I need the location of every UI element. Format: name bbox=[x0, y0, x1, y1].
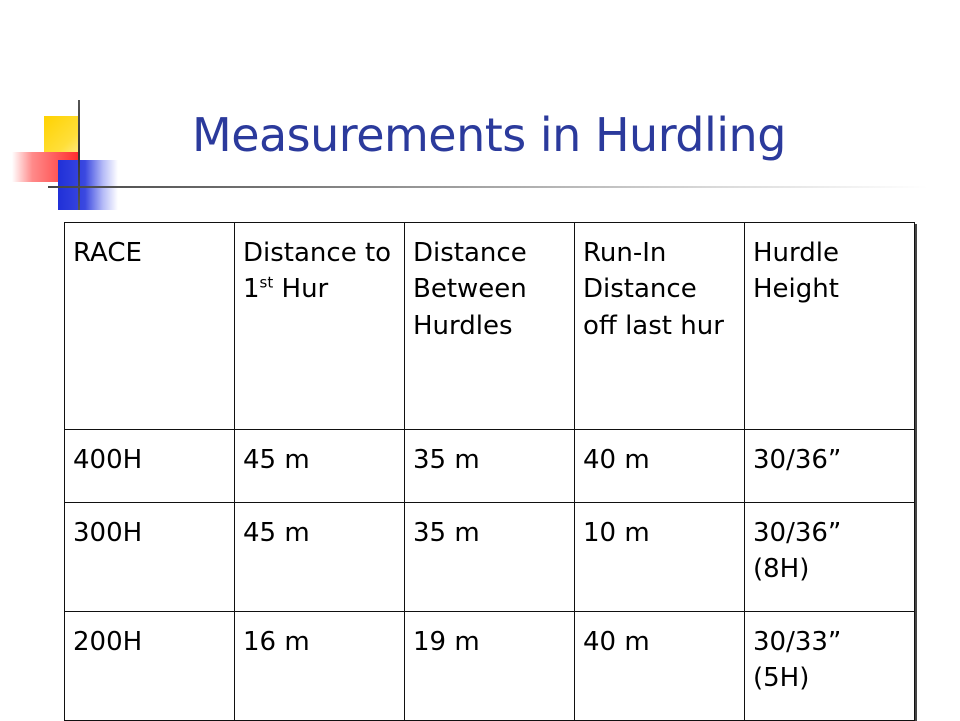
height-note: (5H) bbox=[753, 663, 810, 694]
header-first-hurdle-text: Distance to 1 bbox=[243, 238, 392, 305]
cell-race: 300H bbox=[65, 503, 235, 612]
cell-race: 400H bbox=[65, 430, 235, 503]
cell-run-in: 10 m bbox=[575, 503, 745, 612]
header-distance-between: Distance Between Hurdles bbox=[405, 223, 575, 430]
slide-title: Measurements in Hurdling bbox=[192, 108, 786, 162]
table-row bbox=[65, 430, 915, 503]
cell-height bbox=[745, 430, 915, 503]
header-first-hurdle-after: Hur bbox=[281, 274, 329, 305]
table-row bbox=[65, 503, 915, 612]
cell-first-hurdle: 45 m bbox=[235, 503, 405, 612]
cell-between: 19 m bbox=[405, 612, 575, 721]
vertical-rule bbox=[78, 100, 80, 210]
cell-between: 35 m bbox=[405, 503, 575, 612]
cell-between: 35 m bbox=[405, 430, 575, 503]
blue-square-decoration bbox=[58, 160, 118, 210]
height-value: 30/33” bbox=[753, 627, 842, 657]
cell-height bbox=[745, 612, 915, 721]
table-header-row bbox=[65, 223, 915, 430]
table-row bbox=[65, 612, 915, 721]
height-note: (8H) bbox=[753, 554, 810, 585]
height-value: 30/36” bbox=[753, 445, 842, 475]
height-value: 30/36” bbox=[753, 518, 842, 548]
cell-run-in: 40 m bbox=[575, 612, 745, 721]
header-run-in: Run-In Distance off last hur bbox=[575, 223, 745, 430]
hurdling-table bbox=[64, 222, 915, 721]
cell-first-hurdle: 16 m bbox=[235, 612, 405, 721]
header-race: RACE bbox=[65, 223, 235, 430]
header-distance-first-hurdle bbox=[235, 223, 405, 430]
cell-first-hurdle: 45 m bbox=[235, 430, 405, 503]
cell-run-in: 40 m bbox=[575, 430, 745, 503]
header-first-hurdle-sup: st bbox=[259, 273, 274, 292]
header-hurdle-height: Hurdle Height bbox=[745, 223, 915, 430]
horizontal-rule bbox=[48, 186, 928, 188]
cell-race: 200H bbox=[65, 612, 235, 721]
cell-height bbox=[745, 503, 915, 612]
